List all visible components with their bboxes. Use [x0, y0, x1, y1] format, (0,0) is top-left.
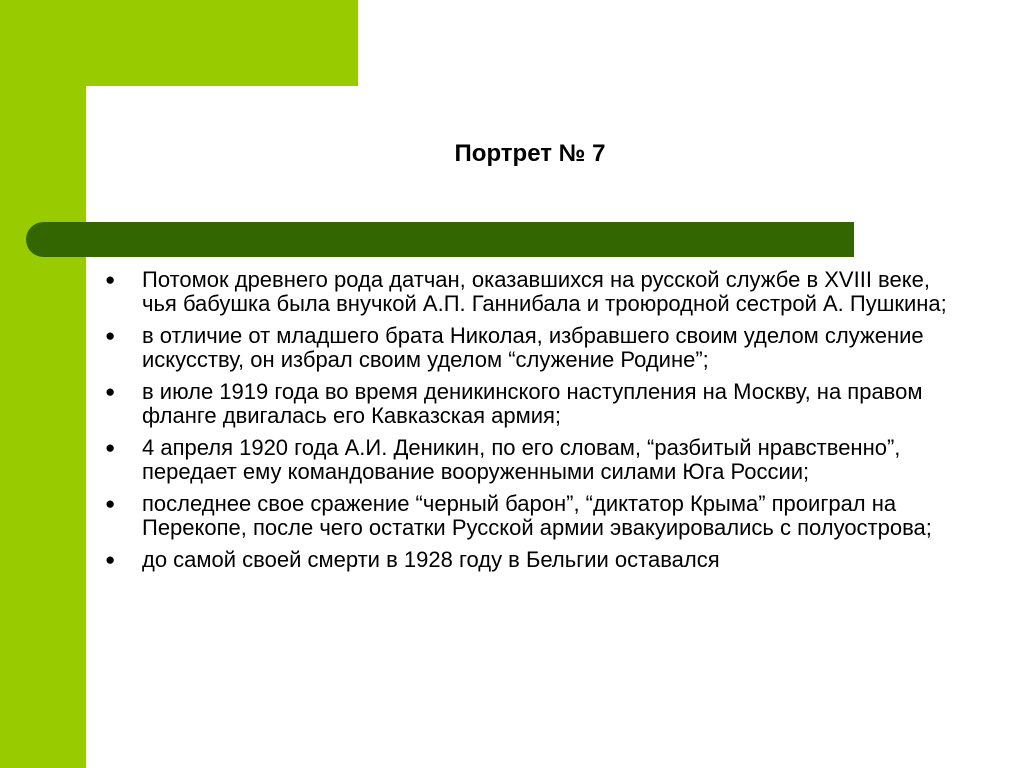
list-item	[104, 436, 954, 484]
slide-title: Портрет № 7	[454, 140, 606, 167]
list-item	[104, 548, 954, 572]
decor-green-top-band	[0, 0, 358, 86]
title-divider-bar	[26, 222, 854, 257]
list-item	[104, 492, 954, 540]
list-item	[104, 380, 954, 428]
decor-green-left-band	[0, 0, 86, 768]
bullet-text: Потомок древнего рода датчан, оказавшихся на русской службе в XVIII веке, чья бабушка была внучкой А.П. Ганнибала и троюродной сестрой А. Пушкина;	[142, 267, 947, 316]
bullet-text: в июле 1919 года во время деникинского наступления на Москву, на правом фланге двигалась его Кавказская армия;	[142, 379, 923, 428]
list-item	[104, 324, 954, 372]
bullet-icon: ●	[105, 270, 116, 289]
bullet-icon: ●	[105, 382, 116, 401]
bullet-text: до самой своей смерти в 1928 году в Бельгии оставался	[142, 547, 720, 572]
bullet-icon: ●	[105, 438, 116, 457]
bullet-text: в отличие от младшего брата Николая, избравшего своим уделом служение искусству, он избрал своим уделом “служение Родине”;	[142, 323, 924, 372]
bullet-text: 4 апреля 1920 года А.И. Деникин, по его словам, “разбитый нравственно”, передает ему командование вооруженными силами Юга России;	[142, 435, 901, 484]
bullet-list	[104, 268, 954, 580]
bullet-icon: ●	[105, 494, 116, 513]
list-item	[104, 268, 954, 316]
bullet-text: последнее свое сражение “черный барон”, “диктатор Крыма” проиграл на Перекопе, после чего остатки Русской армии эвакуировались с полуострова;	[142, 491, 932, 540]
bullet-icon: ●	[105, 326, 116, 345]
bullet-icon: ●	[105, 550, 116, 569]
